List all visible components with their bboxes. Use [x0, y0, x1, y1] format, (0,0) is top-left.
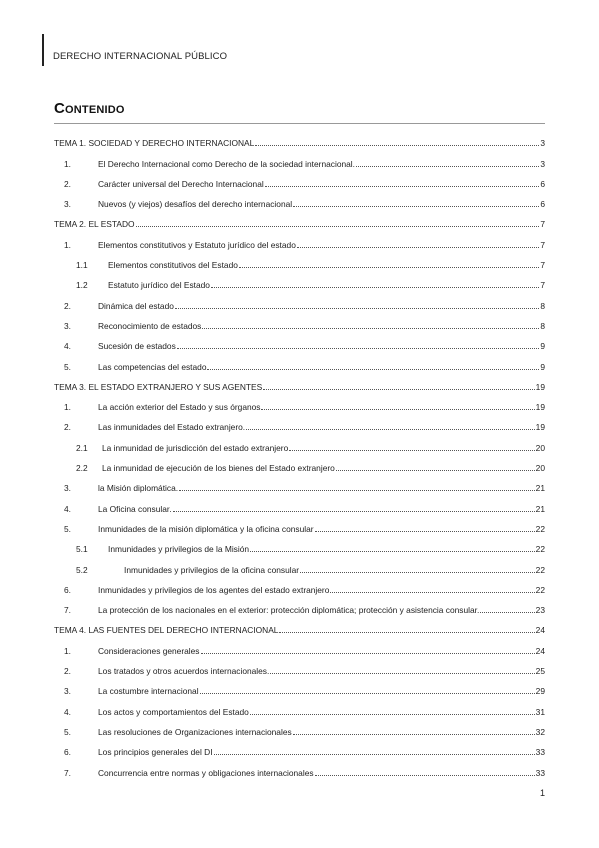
- toc-entry-number: 2.1: [76, 442, 88, 453]
- toc-entry-page: 6: [540, 178, 545, 189]
- dot-leader: [239, 266, 539, 268]
- toc-entry-page: 19: [535, 381, 545, 392]
- title-divider: [54, 123, 545, 124]
- toc-entry-text: La costumbre internacional: [98, 686, 199, 697]
- toc-entry-text: La acción exterior del Estado y sus órganos: [98, 402, 261, 413]
- toc-entry-number: 2.: [64, 178, 71, 189]
- toc-entry-page: 20: [535, 463, 545, 474]
- dot-leader: [255, 144, 539, 146]
- dot-leader: [250, 550, 535, 552]
- toc-entry[interactable]: [54, 596, 545, 616]
- toc-entry-number: 1.1: [76, 260, 88, 271]
- dot-leader: [261, 408, 534, 410]
- running-header: DERECHO INTERNACIONAL PÚBLICO: [53, 51, 228, 62]
- dot-leader: [293, 733, 535, 735]
- toc-entry[interactable]: [54, 718, 545, 738]
- toc-entry-page: 3: [540, 158, 545, 169]
- toc-entry[interactable]: [54, 454, 545, 474]
- toc-entry[interactable]: [54, 576, 545, 596]
- toc-entry-page: 21: [535, 503, 545, 514]
- toc-entry[interactable]: [54, 352, 545, 372]
- dot-leader: [200, 692, 535, 694]
- toc-entry-page: 6: [540, 199, 545, 210]
- toc-entry-text: Nuevos (y viejos) desafíos del derecho internacional: [98, 199, 293, 210]
- toc-entry-page: 21: [535, 483, 545, 494]
- toc-entry-text: TEMA 2. EL ESTADO: [54, 219, 135, 230]
- toc-entry-text: Las resoluciones de Organizaciones internacionales: [98, 726, 292, 737]
- toc-entry-text: TEMA 1. SOCIEDAD Y DERECHO INTERNACIONAL: [54, 138, 255, 149]
- toc-entry-page: 22: [535, 523, 545, 534]
- toc-entry-number: 3.: [64, 199, 71, 210]
- toc-entry-number: 3.: [64, 320, 71, 331]
- toc-entry-page: 24: [535, 645, 545, 656]
- toc-entry[interactable]: [54, 474, 545, 494]
- toc-entry-page: 33: [535, 747, 545, 758]
- dot-leader: [136, 225, 540, 227]
- toc-entry[interactable]: [54, 758, 545, 778]
- toc-entry-page: 8: [540, 300, 545, 311]
- dot-leader: [175, 307, 539, 309]
- toc-entry-text: Los principios generales del DI: [98, 747, 213, 758]
- toc-entry-text: Inmunidades y privilegios de la Misión: [108, 544, 250, 555]
- dot-leader: [336, 469, 535, 471]
- dot-leader: [480, 611, 534, 613]
- toc-entry-page: 22: [535, 564, 545, 575]
- toc-title: Contenido: [54, 100, 125, 117]
- toc-entry-text: Inmunidades de la misión diplomática y la oficina consular: [98, 523, 314, 534]
- toc-entry-number: 2.2: [76, 463, 88, 474]
- toc-entry-number: 4.: [64, 503, 71, 514]
- toc-entry[interactable]: [54, 697, 545, 717]
- toc-entry[interactable]: [54, 677, 545, 697]
- toc-entry-page: 9: [540, 341, 545, 352]
- toc-entry-page: 19: [535, 402, 545, 413]
- toc-entry-text: El Derecho Internacional como Derecho de la sociedad internacional.: [98, 158, 355, 169]
- toc-entry-page: 22: [535, 584, 545, 595]
- toc-entry-text: Los actos y comportamientos del Estado: [98, 706, 249, 717]
- toc-entry-text: La inmunidad de jurisdicción del estado extranjero: [102, 442, 289, 453]
- toc-entry-page: 24: [535, 625, 545, 636]
- toc-entry-number: 7.: [64, 767, 71, 778]
- toc-entry-page: 23: [535, 605, 545, 616]
- toc-entry[interactable]: [54, 636, 545, 656]
- toc-entry-number: 2.: [64, 300, 71, 311]
- dot-leader: [179, 489, 535, 491]
- dot-leader: [270, 672, 534, 674]
- toc-entry-number: 2.: [64, 422, 71, 433]
- dot-leader: [207, 368, 539, 370]
- toc-entry[interactable]: [54, 494, 545, 514]
- toc-entry-number: 7.: [64, 605, 71, 616]
- toc-entry-text: Inmunidades y privilegios de la oficina consular: [124, 564, 300, 575]
- toc-entry-number: 5.: [64, 361, 71, 372]
- dot-leader: [201, 652, 535, 654]
- toc-entry[interactable]: [54, 129, 545, 149]
- toc-entry-number: 1.: [64, 402, 71, 413]
- toc-entry[interactable]: [54, 190, 545, 210]
- dot-leader: [173, 510, 535, 512]
- toc-entry[interactable]: [54, 433, 545, 453]
- toc-entry-page: 32: [535, 726, 545, 737]
- toc-entry-text: Consideraciones generales: [98, 645, 200, 656]
- toc-entry-text: La Oficina consular.: [98, 503, 172, 514]
- toc-entry-number: 5.: [64, 726, 71, 737]
- dot-leader: [279, 631, 534, 633]
- toc-entry[interactable]: [54, 413, 545, 433]
- dot-leader: [263, 388, 534, 390]
- toc-entry[interactable]: [54, 738, 545, 758]
- toc-entry-number: 5.1: [76, 544, 88, 555]
- toc-entry-page: 31: [535, 706, 545, 717]
- toc-entry-text: La inmunidad de ejecución de los bienes del Estado extranjero: [102, 463, 335, 474]
- toc-entry-number: 6.: [64, 584, 71, 595]
- toc-entry[interactable]: [54, 210, 545, 230]
- toc-entry-page: 25: [535, 666, 545, 677]
- toc-entry-page: 7: [540, 219, 545, 230]
- toc-entry-text: TEMA 4. LAS FUENTES DEL DERECHO INTERNACIONAL: [54, 625, 279, 636]
- toc-entry-number: 4.: [64, 341, 71, 352]
- page-number: 1: [540, 788, 546, 798]
- toc-entry[interactable]: [54, 271, 545, 291]
- toc-entry[interactable]: [54, 616, 545, 636]
- toc-entry-page: 3: [540, 138, 545, 149]
- dot-leader: [214, 753, 535, 755]
- toc-entry-number: 1.: [64, 239, 71, 250]
- toc-entry-page: 9: [540, 361, 545, 372]
- toc-entry-text: Las inmunidades del Estado extranjero.: [98, 422, 246, 433]
- toc-entry-number: 1.: [64, 158, 71, 169]
- toc-entry[interactable]: [54, 312, 545, 332]
- toc-entry-number: 3.: [64, 483, 71, 494]
- toc-entry-text: Los tratados y otros acuerdos internacionales.: [98, 666, 270, 677]
- header-rule: [42, 34, 44, 66]
- toc-entry-number: 5.2: [76, 564, 88, 575]
- toc-entry[interactable]: [54, 393, 545, 413]
- toc-entry[interactable]: [54, 332, 545, 352]
- table-of-contents: [54, 129, 545, 779]
- toc-entry-number: 1.: [64, 645, 71, 656]
- toc-entry-page: 29: [535, 686, 545, 697]
- toc-entry-number: 2.: [64, 666, 71, 677]
- toc-entry-text: Reconocimiento de estados: [98, 320, 202, 331]
- toc-entry-text: Estatuto jurídico del Estado: [108, 280, 210, 291]
- toc-entry-text: Inmunidades y privilegios de los agentes del estado extranjero: [98, 584, 330, 595]
- toc-entry-page: 22: [535, 544, 545, 555]
- toc-entry-page: 33: [535, 767, 545, 778]
- toc-entry-number: 6.: [64, 747, 71, 758]
- toc-entry[interactable]: [54, 515, 545, 535]
- dot-leader: [315, 774, 535, 776]
- dot-leader: [246, 428, 535, 430]
- toc-entry[interactable]: [54, 555, 545, 575]
- toc-entry-number: 3.: [64, 686, 71, 697]
- toc-entry-page: 7: [540, 260, 545, 271]
- toc-entry-text: la Misión diplomática.: [98, 483, 179, 494]
- toc-entry[interactable]: [54, 251, 545, 271]
- dot-leader: [202, 327, 539, 329]
- toc-entry[interactable]: [54, 373, 545, 393]
- toc-entry-page: 19: [535, 422, 545, 433]
- toc-entry-page: 20: [535, 442, 545, 453]
- dot-leader: [356, 165, 539, 167]
- toc-entry-page: 7: [540, 280, 545, 291]
- toc-entry[interactable]: [54, 535, 545, 555]
- toc-entry-text: Las competencias del estado: [98, 361, 207, 372]
- dot-leader: [330, 591, 534, 593]
- toc-entry-text: TEMA 3. EL ESTADO EXTRANJERO Y SUS AGENTES: [54, 381, 263, 392]
- toc-entry-text: Sucesión de estados: [98, 341, 176, 352]
- dot-leader: [297, 246, 539, 248]
- dot-leader: [300, 571, 535, 573]
- toc-entry-text: Elementos constitutivos y Estatuto jurídico del estado: [98, 239, 296, 250]
- dot-leader: [177, 347, 540, 349]
- toc-entry-number: 4.: [64, 706, 71, 717]
- dot-leader: [289, 449, 534, 451]
- toc-entry[interactable]: [54, 657, 545, 677]
- toc-entry-text: Concurrencia entre normas y obligaciones internacionales: [98, 767, 314, 778]
- toc-entry-text: Dinámica del estado: [98, 300, 174, 311]
- toc-entry-number: 1.2: [76, 280, 88, 291]
- dot-leader: [293, 205, 539, 207]
- toc-entry-text: La protección de los nacionales en el exterior: protección diplomática; protección y asistencia consular.: [98, 605, 480, 616]
- toc-entry[interactable]: [54, 230, 545, 250]
- toc-entry-page: 7: [540, 239, 545, 250]
- toc-entry-text: Carácter universal del Derecho Internacional: [98, 178, 264, 189]
- dot-leader: [211, 286, 539, 288]
- toc-entry[interactable]: [54, 170, 545, 190]
- dot-leader: [250, 713, 535, 715]
- toc-entry-page: 8: [540, 320, 545, 331]
- dot-leader: [315, 530, 535, 532]
- toc-entry[interactable]: [54, 291, 545, 311]
- toc-entry[interactable]: [54, 149, 545, 169]
- toc-entry-number: 5.: [64, 523, 71, 534]
- toc-entry-text: Elementos constitutivos del Estado: [108, 260, 238, 271]
- dot-leader: [265, 185, 540, 187]
